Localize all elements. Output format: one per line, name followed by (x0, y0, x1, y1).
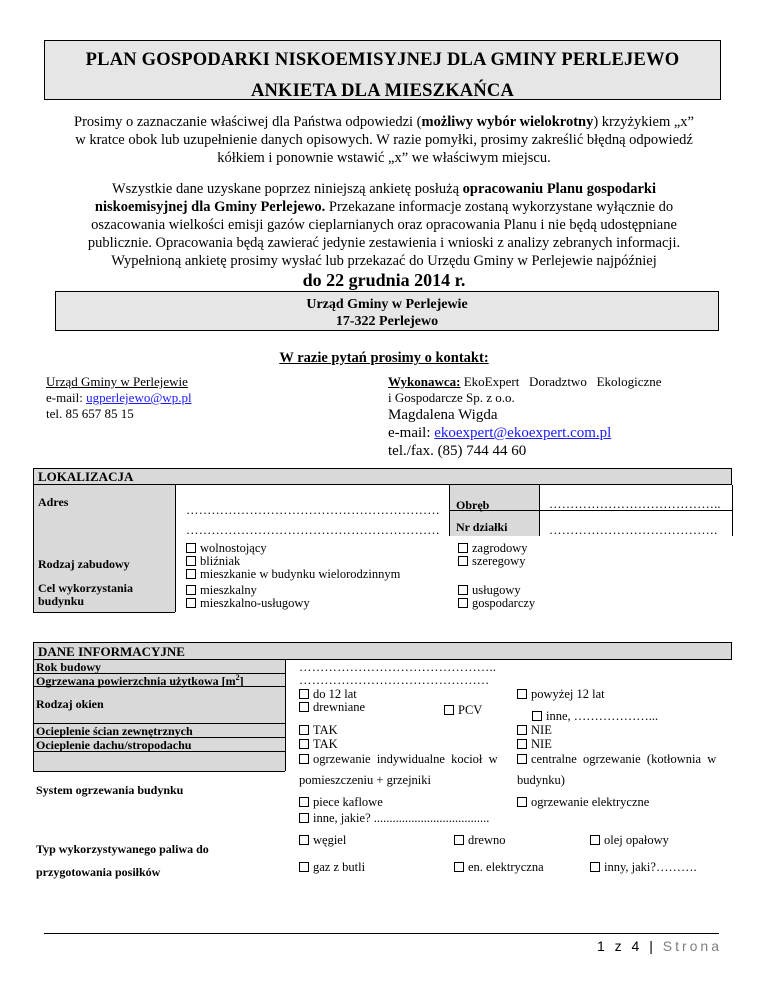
checkbox-wolnostojacy[interactable]: wolnostojący (186, 542, 400, 555)
zabudowa-label: Rodzaj zabudowy (38, 557, 130, 571)
zabudowa-right-options (458, 542, 528, 568)
lokalizacja-header: LOKALIZACJA (33, 468, 732, 485)
checkbox-do-12-lat[interactable]: do 12 lat (299, 688, 357, 701)
contact-header-text: W razie pytań prosimy o kontakt: (279, 350, 489, 366)
intro-text: oszacowania wielkości emisji gazów cieplarnianych oraz opracowania Planu i nie będą udostępniane (91, 217, 677, 233)
paliwo-label (36, 838, 209, 884)
intro-bold: opracowaniu Planu gospodarki (462, 181, 657, 197)
intro-text: Prosimy o zaznaczanie właściwej dla Państwa odpowiedzi ( (74, 114, 422, 130)
dzialka-label: Nr działki (456, 520, 508, 534)
intro-text: kółkiem i ponownie wstawić „x” we właściwym miejscu. (217, 150, 551, 166)
zabudowa-left-options (186, 542, 400, 581)
office-address-box (55, 291, 719, 331)
sciany-label: Ocieplenie ścian zewnętrznych (36, 724, 193, 738)
checkbox-piece-kaflowe[interactable]: piece kaflowe (299, 796, 383, 809)
intro-text: w kratce obok lub uzupełnienie danych opisowych. W razie pomyłki, prosimy zakreślić błędną odpowiedź (75, 132, 693, 148)
checkbox-drewniane[interactable]: drewniane (299, 701, 365, 714)
pow-label-sup: 2 (235, 673, 240, 682)
pow-label-text: Ogrzewana powierzchnia użytkowa [m (36, 674, 236, 688)
adres-label: Adres (38, 495, 69, 509)
deadline: do 22 grudnia 2014 r. (302, 270, 466, 290)
intro-text: ) krzyżykiem „x” (593, 114, 694, 130)
table-border (33, 771, 285, 772)
office-postal: 17-322 Perlejewo (335, 314, 439, 329)
obreb-label: Obręb (456, 498, 490, 512)
cel-label-line1: Cel wykorzystania (38, 581, 133, 595)
checkbox-blizniak[interactable]: bliźniak (186, 555, 400, 568)
contractor-email-link[interactable]: ekoexpert@ekoexpert.com.pl (434, 425, 612, 441)
footer-separator: | (649, 938, 656, 954)
contact-person: Magdalena Wigda (388, 407, 498, 423)
adres-field-2[interactable]: …………………………………………………… (186, 523, 440, 537)
intro-paragraph-1 (30, 113, 738, 167)
obreb-field[interactable]: ………………………………….. (549, 497, 721, 511)
checkbox-mieszkalny[interactable]: mieszkalny (186, 584, 310, 597)
contact-left (46, 374, 192, 422)
footer-rule (44, 933, 719, 934)
table-border (732, 485, 733, 536)
checkbox-dach-nie[interactable]: NIE (517, 738, 552, 751)
dzialka-field[interactable]: …………………………………. (549, 523, 718, 537)
checkbox-mieszkalno-uslugowy[interactable]: mieszkalno-usługowy (186, 597, 310, 610)
checkbox-en-elektryczna[interactable]: en. elektryczna (454, 861, 544, 874)
paliwo-label-line2: przygotowania posiłków (36, 865, 161, 879)
okna-label: Rodzaj okien (36, 697, 104, 711)
rok-label: Rok budowy (36, 660, 102, 674)
email-label: e-mail: (46, 390, 87, 405)
checkbox-inne-okna[interactable]: inne, ………………... (532, 710, 658, 723)
table-border (33, 660, 34, 771)
office-name: Urząd Gminy w Perlejewie (306, 297, 468, 312)
contractor-company: EkoExpert Doradztwo Ekologiczne (460, 374, 662, 389)
pow-label-end: ] (239, 674, 244, 688)
checkbox-zagrodowy[interactable]: zagrodowy (458, 542, 528, 555)
cel-label-line2: budynku (38, 594, 85, 608)
checkbox-gaz[interactable]: gaz z butli (299, 861, 365, 874)
cel-left-options (186, 584, 310, 610)
checkbox-pcv[interactable]: PCV (444, 704, 482, 717)
page-footer (597, 938, 722, 954)
centralne-ogrzewanie-cont: budynku) (517, 773, 565, 787)
contractor-label: Wykonawca: (388, 374, 461, 389)
checkbox-szeregowy[interactable]: szeregowy (458, 555, 528, 568)
table-border (175, 485, 176, 612)
checkbox-centralne-ogrzewanie[interactable]: centralne ogrzewanie (kotłownia w (517, 753, 716, 766)
contact-right (388, 374, 728, 460)
cel-label (38, 582, 133, 608)
document-subtitle: ANKIETA DLA MIESZKAŃCA (250, 81, 515, 101)
checkbox-paliwo-inny[interactable]: inny, jaki?………. (590, 861, 697, 874)
intro-text: Przekazane informacje zostaną wykorzystane wyłącznie do (325, 199, 674, 215)
footer-label: Strona (662, 938, 722, 954)
office-phone: tel. 85 657 85 15 (46, 406, 134, 421)
checkbox-system-inne[interactable]: inne, jakie? ..................................... (299, 812, 489, 825)
checkbox-dach-tak[interactable]: TAK (299, 738, 338, 751)
intro-bold: niskoemisyjnej dla Gminy Perlejewo. (94, 199, 326, 215)
document-title: PLAN GOSPODARKI NISKOEMISYJNEJ DLA GMINY PERLEJEWO (85, 50, 680, 70)
intro-text: Wszystkie dane uzyskane poprzez niniejszą ankietę posłużą (111, 181, 463, 197)
dach-label: Ocieplenie dachu/stropodachu (36, 738, 192, 752)
checkbox-powyzej-12-lat[interactable]: powyżej 12 lat (517, 688, 605, 701)
contractor-phone: tel./fax. (85) 744 44 60 (388, 443, 527, 459)
intro-text: publicznie. Opracowania będą zawierać jedynie zestawienia i wnioski z analizy zebranych informacji. (87, 235, 681, 251)
checkbox-ogrzewanie-elektryczne[interactable]: ogrzewanie elektryczne (517, 796, 649, 809)
checkbox-sciany-tak[interactable]: TAK (299, 724, 338, 737)
page-number: 1 z 4 (596, 938, 643, 954)
pow-field[interactable]: ……………………………………… (299, 673, 490, 687)
checkbox-drewno[interactable]: drewno (454, 834, 506, 847)
checkbox-wielorodzinny[interactable]: mieszkanie w budynku wielorodzinnym (186, 568, 400, 581)
checkbox-wegiel[interactable]: węgiel (299, 834, 346, 847)
system-label: System ogrzewania budynku (36, 783, 184, 797)
rok-field[interactable]: ……………………………………….. (299, 660, 497, 674)
checkbox-olej[interactable]: olej opałowy (590, 834, 669, 847)
ogrzewanie-indywidualne-cont: pomieszczeniu + grzejniki (299, 773, 432, 787)
table-border (285, 660, 286, 771)
table-border (33, 612, 175, 613)
checkbox-sciany-nie[interactable]: NIE (517, 724, 552, 737)
dane-header: DANE INFORMACYJNE (33, 642, 732, 660)
document-title-box (44, 40, 721, 100)
office-email-link[interactable]: ugperlejewo@wp.pl (86, 390, 192, 405)
intro-paragraph-2 (30, 180, 738, 252)
paliwo-label-line1: Typ wykorzystywanego paliwa do (36, 842, 209, 856)
email-label: e-mail: (388, 425, 435, 441)
cel-right-options (458, 584, 535, 610)
contractor-company-2: i Gospodarcze Sp. z o.o. (388, 390, 515, 405)
contact-header (0, 350, 768, 367)
contact-office-name: Urząd Gminy w Perlejewie (46, 374, 188, 389)
checkbox-uslugowy[interactable]: usługowy (458, 584, 535, 597)
pow-label (36, 673, 244, 689)
send-instruction: Wypełnioną ankietę prosimy wysłać lub przekazać do Urzędu Gminy w Perlejewie najpóźniej (111, 253, 657, 269)
checkbox-gospodarczy[interactable]: gospodarczy (458, 597, 535, 610)
adres-field-1[interactable]: …………………………………………………… (186, 503, 440, 517)
intro-bold: możliwy wybór wielokrotny (421, 114, 594, 130)
checkbox-ogrzewanie-indywidualne[interactable]: ogrzewanie indywidualne kocioł w (299, 753, 498, 766)
table-border (33, 485, 34, 612)
